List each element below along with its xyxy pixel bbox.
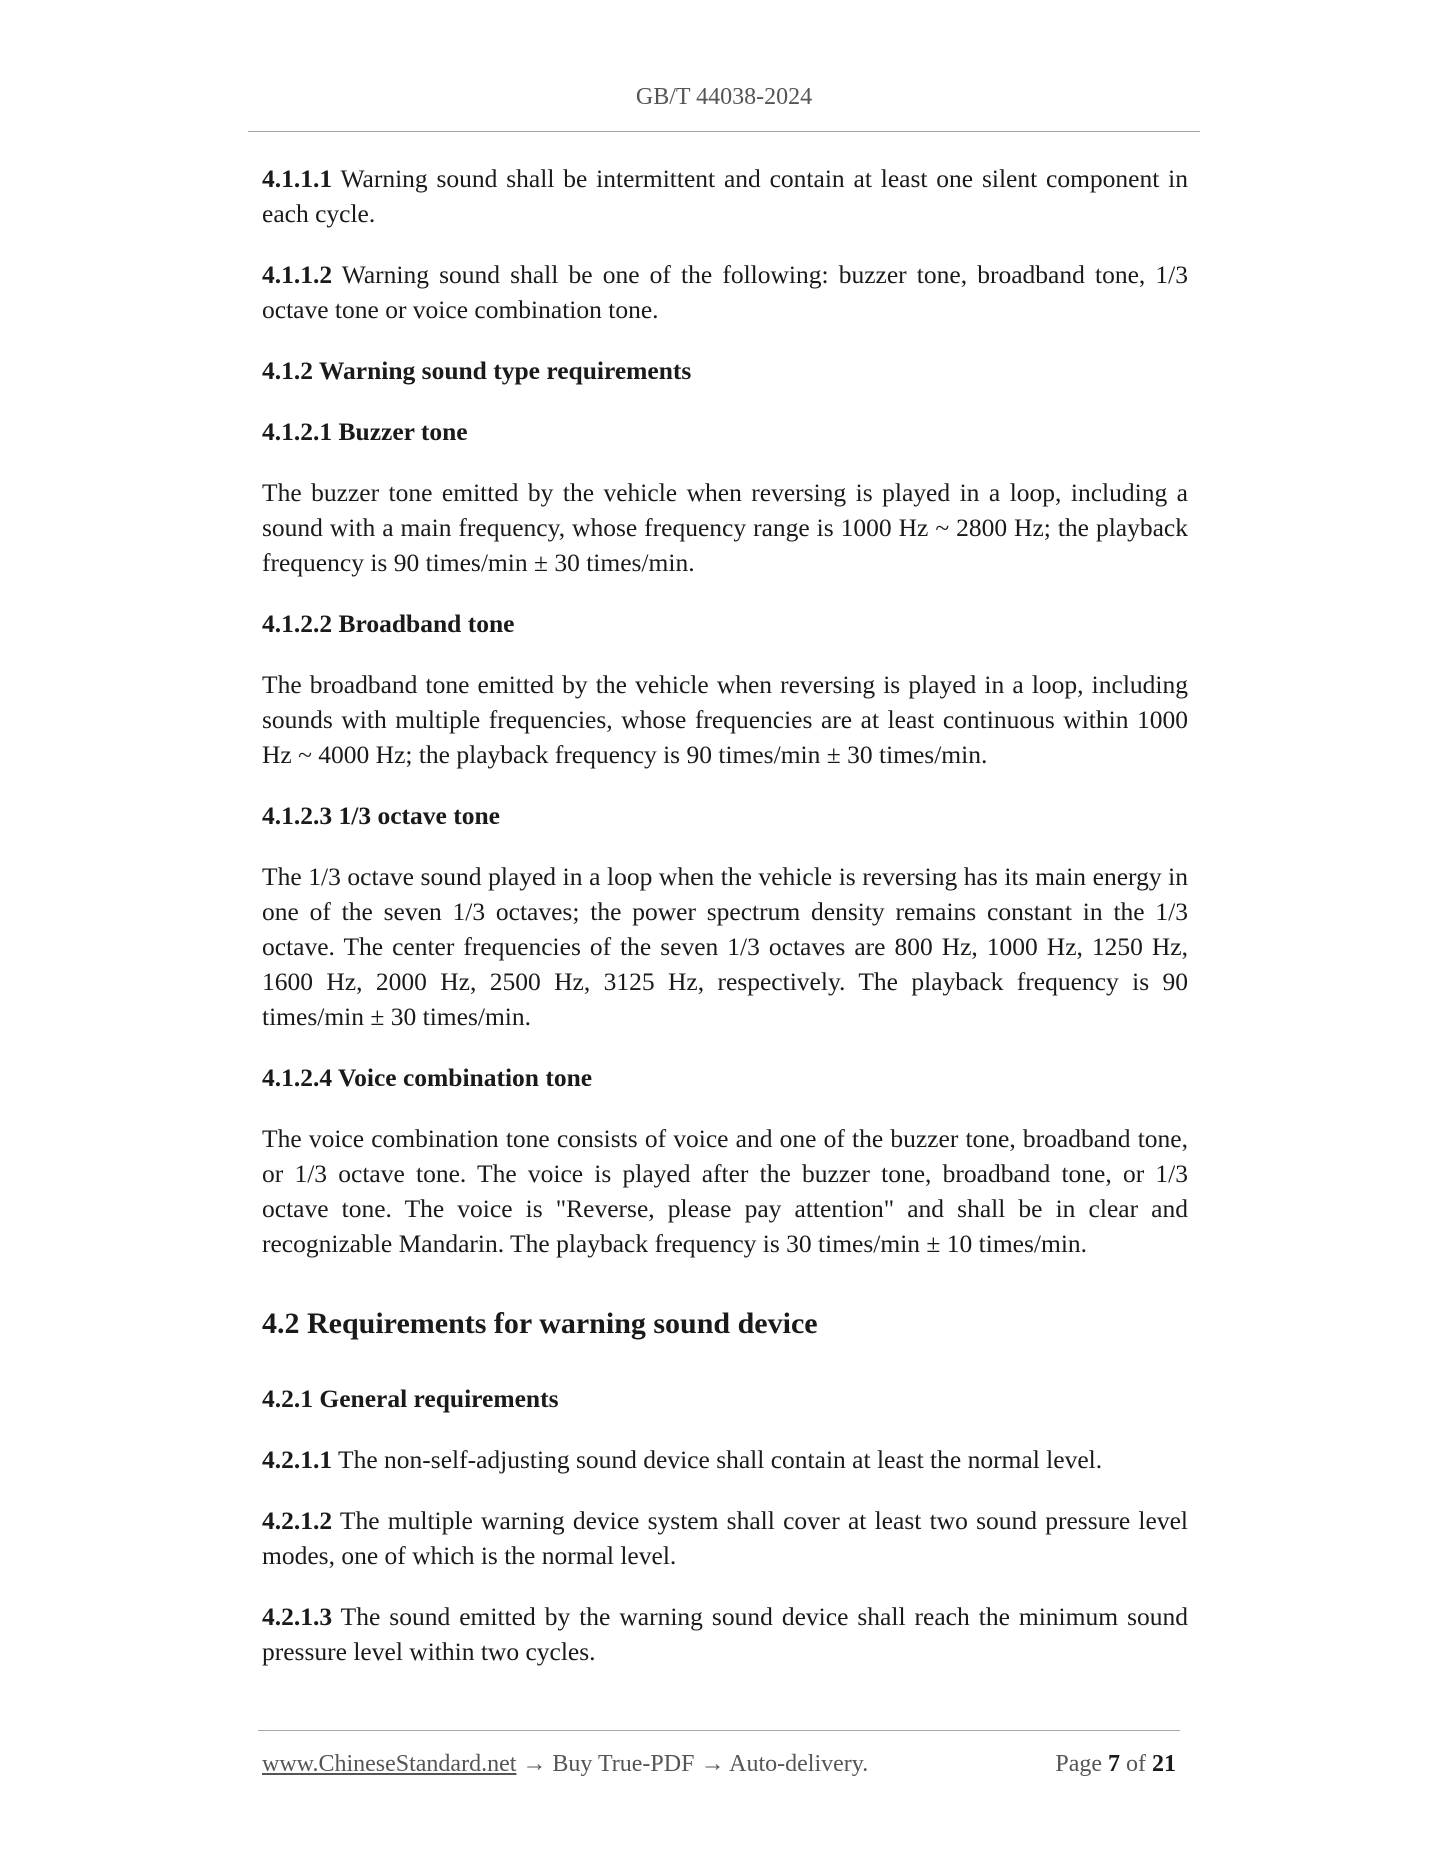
clause-4-2-1-3 <box>262 1599 1188 1669</box>
clause-text: Warning sound shall be intermittent and contain at least one silent component in each cycle. <box>262 164 1188 228</box>
buy-pdf-text: Buy True-PDF <box>552 1751 695 1777</box>
clause-text: The sound emitted by the warning sound device shall reach the minimum sound pressure level within two cycles. <box>262 1602 1188 1666</box>
clause-number: 4.2.1.1 <box>262 1445 333 1474</box>
clause-4-2-1-1 <box>262 1442 1188 1477</box>
auto-delivery-text: Auto-delivery. <box>729 1751 869 1777</box>
footer-divider <box>258 1730 1180 1731</box>
heading-4-1-2-1: 4.1.2.1 Buzzer tone <box>262 417 468 446</box>
page-of-label: of <box>1120 1751 1152 1777</box>
heading-4-2-1: 4.2.1 General requirements <box>262 1384 559 1413</box>
page-header: GB/T 44038-2024 <box>635 84 813 110</box>
total-page-number: 21 <box>1152 1751 1176 1777</box>
clause-text: The non-self-adjusting sound device shall contain at least the normal level. <box>332 1445 1103 1474</box>
paragraph-octave-tone: The 1/3 octave sound played in a loop when the vehicle is reversing has its main energy in one of the seven 1/3 octaves; the power spectrum density remains constant in the 1/3 octave. The center frequencies of the seven 1/3 octaves are 800 Hz, 1000 Hz, 1250 Hz, 1600 Hz, 2000 Hz, 2500 Hz, 3125 Hz, respectively. The playback frequency is 90 times/min ± 30 times/min. <box>262 862 1188 1031</box>
website-link[interactable]: www.ChineseStandard.net <box>262 1751 517 1777</box>
clause-number: 4.1.1.2 <box>262 260 333 289</box>
page-label: Page <box>1055 1751 1108 1777</box>
arrow-right-icon: → <box>516 1751 553 1777</box>
current-page-number: 7 <box>1108 1751 1120 1777</box>
arrow-right-icon: → <box>694 1751 730 1777</box>
clause-text: Warning sound shall be one of the following: buzzer tone, broadband tone, 1/3 octave tone or voice combination tone. <box>262 260 1188 324</box>
clause-4-2-1-2 <box>262 1503 1188 1573</box>
clause-number: 4.2.1.2 <box>262 1506 333 1535</box>
paragraph-voice-combination-tone: The voice combination tone consists of voice and one of the buzzer tone, broadband tone, or 1/3 octave tone. The voice is played after the buzzer tone, broadband tone, or 1/3 octave tone. The voice is "Reverse, please pay attention" and shall be in clear and recognizable Mandarin. The playback frequency is 30 times/min ± 10 times/min. <box>262 1124 1188 1258</box>
clause-number: 4.1.1.1 <box>262 164 333 193</box>
paragraph-broadband-tone: The broadband tone emitted by the vehicle when reversing is played in a loop, including sounds with multiple frequencies, whose frequencies are at least continuous within 1000 Hz ~ 4000 Hz; the playback frequency is 90 times/min ± 30 times/min. <box>262 670 1188 769</box>
document-body <box>262 161 1188 1695</box>
footer-promo <box>262 1751 868 1778</box>
clause-text: The multiple warning device system shall cover at least two sound pressure level modes, one of which is the normal level. <box>262 1506 1188 1570</box>
heading-4-1-2: 4.1.2 Warning sound type requirements <box>262 356 692 385</box>
paragraph-buzzer-tone: The buzzer tone emitted by the vehicle when reversing is played in a loop, including a sound with a main frequency, whose frequency range is 1000 Hz ~ 2800 Hz; the playback frequency is 90 times/min ± 30 times/min. <box>262 478 1188 577</box>
page-indicator <box>1055 1751 1176 1778</box>
heading-4-1-2-3: 4.1.2.3 1/3 octave tone <box>262 801 500 830</box>
clause-4-1-1-1 <box>262 161 1188 231</box>
heading-4-1-2-4: 4.1.2.4 Voice combination tone <box>262 1063 593 1092</box>
header-divider <box>248 131 1200 132</box>
clause-number: 4.2.1.3 <box>262 1602 333 1631</box>
heading-4-2: 4.2 Requirements for warning sound device <box>262 1307 818 1340</box>
clause-4-1-1-2 <box>262 257 1188 327</box>
heading-4-1-2-2: 4.1.2.2 Broadband tone <box>262 609 515 638</box>
